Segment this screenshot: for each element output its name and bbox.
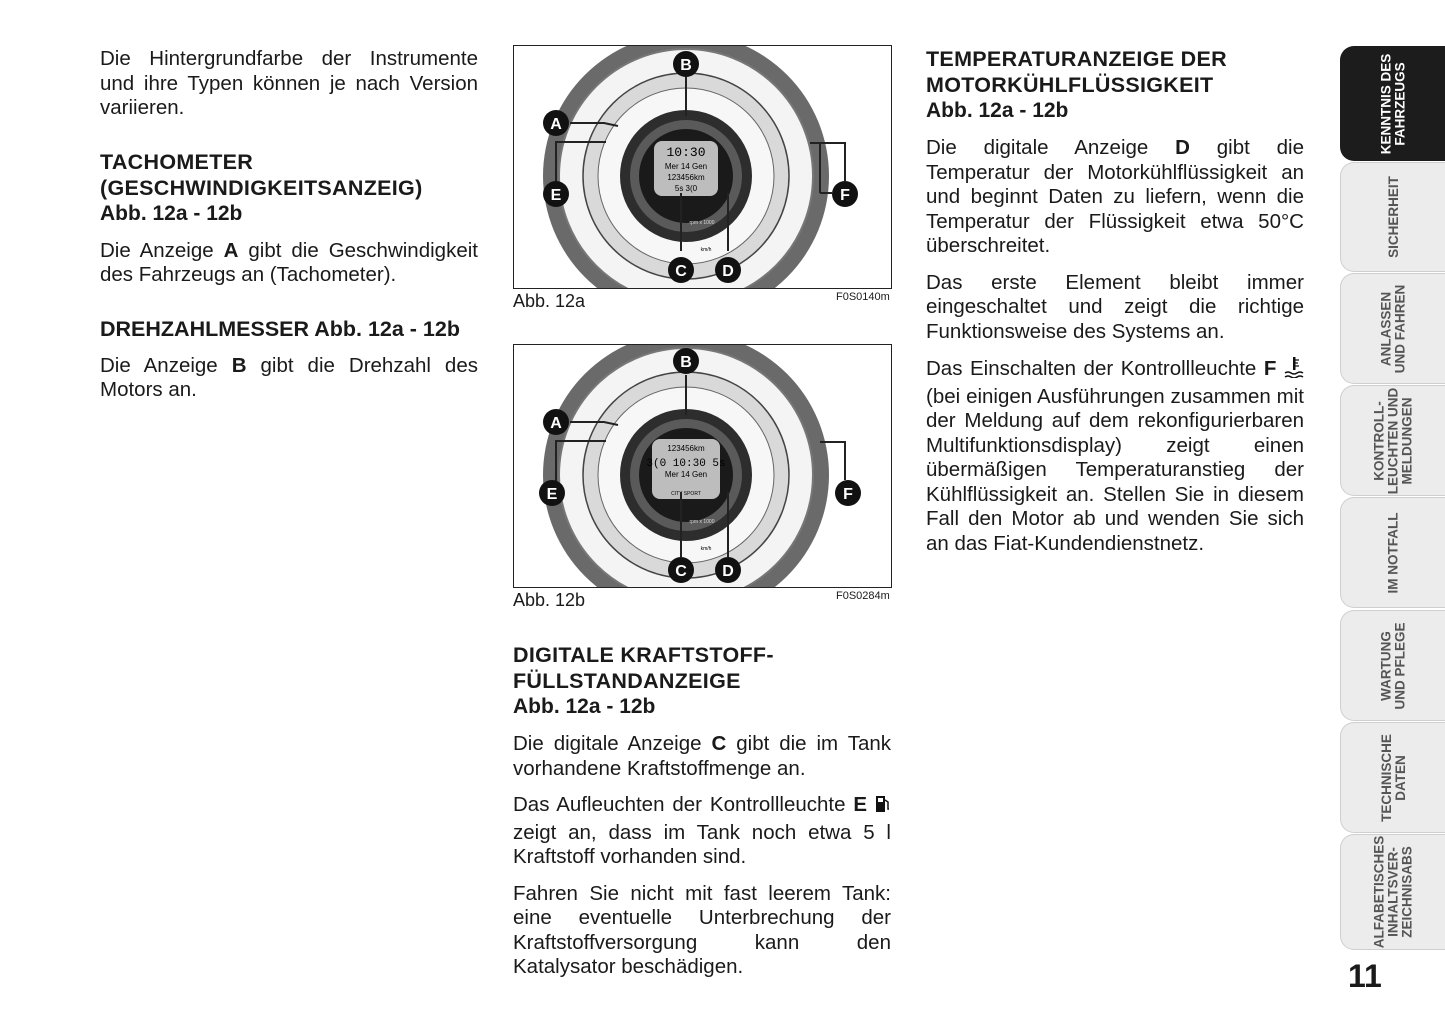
svg-text:E: E	[550, 187, 562, 204]
tab-kenntnis-des-fahrzeugs[interactable]: KENNTNIS DES FAHRZEUGS	[1340, 46, 1445, 161]
rpm-unit: rpm x 1000	[689, 519, 715, 525]
display-line-1: 10:30	[666, 145, 706, 160]
temp-paragraph-3: Das Einschalten der Kontrollleuchte F (bei einigen Ausführungen zusammen mit der Meldung auf dem rekonfigurierbaren Multifunktionsdisplay) zeigt einen übermäßigen Temperaturanstieg der Kühlflüssigkeit an. Stellen Sie in diesem Fall den Motor ab und wenden Sie sich an das Fiat-Kundendienstnetz.	[926, 357, 1304, 555]
instrument-cluster-12a	[514, 46, 891, 288]
svg-text:D: D	[722, 563, 734, 580]
column-2	[513, 642, 891, 992]
column-3	[926, 46, 1304, 568]
rpm-unit: rpm x 1000	[689, 220, 715, 226]
svg-text:C: C	[675, 263, 687, 280]
svg-text:F: F	[843, 486, 853, 503]
svg-text:C: C	[675, 563, 687, 580]
label-e-ref: E	[853, 793, 868, 816]
code-12b: F0S0284m	[836, 590, 890, 602]
display-line-3: Mer 14 Gen	[664, 470, 708, 479]
svg-text:E: E	[546, 486, 558, 503]
temp-paragraph-2: Das erste Element bleibt immer eingeschaltet und zeigt die richtige Funktionsweise des Systems an.	[926, 270, 1304, 343]
tacho-heading-1: TACHOMETER	[100, 149, 254, 174]
tab-anlassen-und-fahren[interactable]: ANLASSEN UND FAHREN	[1340, 273, 1445, 384]
temp-heading-1: TEMPERATURANZEIGE DER	[926, 47, 1227, 71]
display-line-2: 3(0 10:30 5s	[646, 458, 726, 470]
svg-text:A: A	[550, 116, 562, 133]
fuel-paragraph-2: Das Aufleuchten der Kontrollleuchte E zeigt an, dass im Tank noch etwa 5 l Kraftstoff vorhanden sind.	[513, 793, 891, 868]
fuel-heading-2: FÜLLSTANDANZEIGE	[513, 669, 741, 693]
code-12a: F0S0140m	[836, 291, 890, 303]
fuel-paragraph-3: Fahren Sie nicht mit fast leerem Tank: eine eventuelle Unterbrechung der Kraftstoffversorgung kann den Katalysator beschädigen.	[513, 881, 891, 978]
tacho-paragraph: Die Anzeige A gibt die Geschwindigkeit des Fahrzeugs an (Tachometer).	[100, 238, 478, 286]
svg-text:A: A	[550, 415, 562, 432]
label-c-ref: C	[711, 732, 727, 755]
rpm-paragraph: Die Anzeige B gibt die Drehzahl des Motors an.	[100, 353, 478, 401]
tacho-ref: Abb. 12a - 12b	[100, 201, 243, 225]
tab-technische-daten[interactable]: TECHNISCHE DATEN	[1340, 722, 1445, 833]
page-number: 11	[1348, 958, 1382, 994]
kmh-unit: km/h	[700, 546, 712, 552]
display-line-3: 123456km	[667, 173, 705, 182]
display-line-4: CITY SPORT	[671, 491, 701, 497]
kmh-unit: km/h	[700, 247, 712, 253]
label-f-ref: F	[1263, 357, 1277, 380]
tab-kontrollleuchten-und-meldungen[interactable]: KONTROLL- LEUCHTEN UND MELDUNGEN	[1340, 385, 1445, 496]
display-line-4: 5s 3(0	[674, 184, 698, 193]
fuel-pump-icon	[875, 794, 891, 821]
instrument-cluster-12b	[514, 345, 891, 587]
figure-12a	[513, 45, 892, 289]
svg-text:F: F	[840, 187, 850, 204]
svg-text:D: D	[722, 263, 734, 280]
tacho-heading-2: (GESCHWINDIGKEITSANZEIG)	[100, 175, 423, 200]
fuel-heading-1: DIGITALE KRAFTSTOFF-	[513, 643, 774, 667]
column-1	[100, 47, 478, 415]
temp-paragraph-1: Die digitale Anzeige D gibt die Temperatur der Motorkühlflüssigkeit an und beginnt Daten zu liefern, wenn die Temperatur der Flüssigkeit etwa 50°C überschreitet.	[926, 136, 1305, 257]
display-line-2: Mer 14 Gen	[664, 162, 708, 171]
tab-wartung-und-pflege[interactable]: WARTUNG UND PFLEGE	[1340, 610, 1445, 721]
tab-im-notfall[interactable]: IM NOTFALL	[1340, 497, 1445, 608]
display-line-1: 123456km	[667, 444, 705, 453]
temp-heading-2: MOTORKÜHLFLÜSSIGKEIT	[926, 73, 1214, 97]
tab-alfabetisches-inhaltsverzeichnis[interactable]: ALFABETISCHES INHALTSVER- ZEICHNISABS	[1340, 834, 1445, 950]
svg-text:B: B	[680, 57, 692, 74]
tab-sicherheit[interactable]: SICHERHEIT	[1340, 162, 1445, 272]
coolant-temperature-icon	[1284, 356, 1304, 385]
svg-text:B: B	[680, 354, 692, 371]
label-d-ref: D	[1175, 136, 1190, 159]
rpm-heading: DREHZAHLMESSER Abb. 12a - 12b	[100, 316, 460, 341]
label-b-ref: B	[231, 353, 247, 377]
caption-12b: Abb. 12b	[513, 590, 586, 610]
intro-paragraph: Die Hintergrundfarbe der Instrumente und ihre Typen können je nach Version variieren.	[100, 47, 478, 119]
fuel-paragraph-1: Die digitale Anzeige C gibt die im Tank vorhandene Kraftstoffmenge an.	[513, 732, 891, 780]
figure-12b	[513, 344, 892, 588]
caption-12a: Abb. 12a	[513, 291, 586, 311]
fuel-ref: Abb. 12a - 12b	[513, 695, 656, 718]
temp-ref: Abb. 12a - 12b	[926, 99, 1069, 122]
label-a-ref: A	[223, 238, 239, 262]
